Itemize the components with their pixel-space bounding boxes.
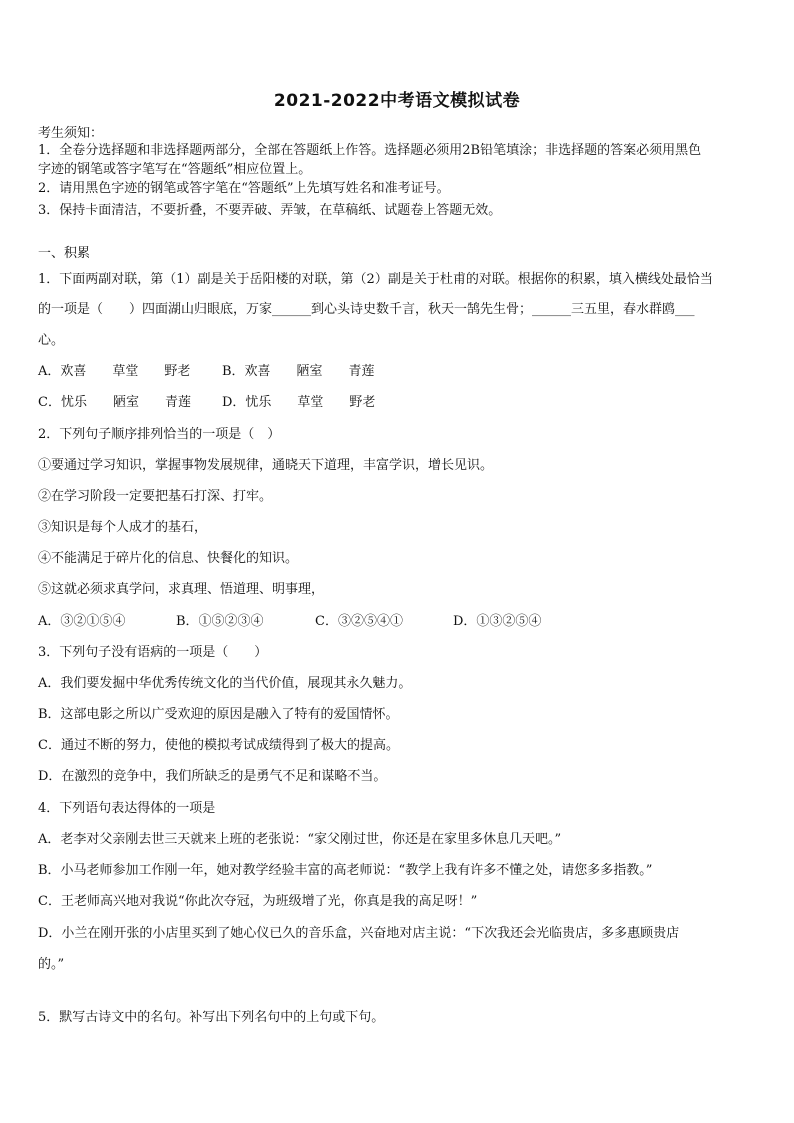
q4-option-d-line-2: 的。” bbox=[38, 957, 65, 972]
q1-stem-line-3: 心。 bbox=[38, 333, 65, 348]
q2-option-d: D．①③②⑤④ bbox=[453, 614, 542, 629]
q2-sentence-1: ①要通过学习知识，掌握事物发展规律，通晓天下道理，丰富学识，增长见识。 bbox=[38, 458, 494, 473]
q3-option-d: D．在激烈的竞争中，我们所缺乏的是勇气不足和谋略不当。 bbox=[38, 769, 387, 784]
page-title: 2021-2022中考语文模拟试卷 bbox=[273, 91, 521, 111]
q2-sentence-4: ④不能满足于碎片化的信息、快餐化的知识。 bbox=[38, 551, 299, 566]
q5-stem: 5．默写古诗文中的名句。补写出下列名句中的上句或下句。 bbox=[38, 1010, 385, 1025]
q3-option-b: B．这部电影之所以广受欢迎的原因是融入了特有的爱国情怀。 bbox=[38, 707, 399, 722]
notice-item-3: 3．保持卡面清洁，不要折叠，不要弄破、弄皱，在草稿纸、试题卷上答题无效。 bbox=[38, 203, 502, 218]
q2-sentence-3: ③知识是每个人成才的基石， bbox=[38, 520, 208, 535]
section-heading: 一、积累 bbox=[38, 246, 91, 261]
q1-option-a: A．欢喜 草堂 野老 bbox=[38, 364, 191, 379]
q4-option-b: B．小马老师参加工作刚一年，她对教学经验丰富的高老师说：“教学上我有许多不懂之处，请您多多指教。” bbox=[38, 863, 653, 878]
notice-item-1-line-2: 字迹的钢笔或答字笔写在“答题纸”相应位置上。 bbox=[38, 162, 312, 177]
q2-option-b: B．①⑤②③④ bbox=[176, 614, 264, 629]
q2-option-c: C．③②⑤④① bbox=[315, 614, 403, 629]
notice-heading: 考生须知： bbox=[38, 126, 104, 141]
q1-option-c: C．忧乐 陋室 青莲 bbox=[38, 395, 191, 410]
q4-option-c: C．王老师高兴地对我说“你此次夺冠，为班级增了光，你真是我的高足呀！” bbox=[38, 894, 478, 909]
q1-stem-line-2: 的一项是（ ）四面湖山归眼底，万家______到心头诗史数千言，秋天一鹄先生骨；______三五里，春水群鸥___ bbox=[38, 302, 695, 317]
q2-stem: 2．下列句子顺序排列恰当的一项是（ ） bbox=[38, 427, 281, 442]
q1-stem-line-1: 1．下面两副对联，第（1）副是关于岳阳楼的对联，第（2）副是关于杜甫的对联。根据你的积累，填入横线处最恰当 bbox=[38, 272, 713, 287]
q2-sentence-5: ⑤这就必须求真学问，求真理、悟道理、明事理， bbox=[38, 582, 325, 597]
q3-stem: 3．下列句子没有语病的一项是（ ） bbox=[38, 645, 268, 660]
notice-item-2: 2．请用黑色字迹的钢笔或答字笔在“答题纸”上先填写姓名和准考证号。 bbox=[38, 181, 450, 196]
q3-option-a: A．我们要发掘中华优秀传统文化的当代价值，展现其永久魅力。 bbox=[38, 676, 412, 691]
q2-sentence-2: ②在学习阶段一定要把基石打深、打牢。 bbox=[38, 489, 273, 504]
notice-item-1-line-1: 1．全卷分选择题和非选择题两部分，全部在答题纸上作答。选择题必须用2B铅笔填涂；非选择题的答案必须用黑色 bbox=[38, 143, 702, 158]
q1-option-b: B．欢喜 陋室 青莲 bbox=[222, 364, 375, 379]
q3-option-c: C．通过不断的努力，使他的模拟考试成绩得到了极大的提高。 bbox=[38, 738, 399, 753]
q4-option-d-line-1: D．小兰在刚开张的小店里买到了她心仪已久的音乐盒，兴奋地对店主说：“下次我还会光临贵店，多多惠顾贵店 bbox=[38, 926, 680, 941]
q2-option-a: A．③②①⑤④ bbox=[38, 614, 126, 629]
q4-stem: 4．下列语句表达得体的一项是 bbox=[38, 801, 216, 816]
q1-option-d: D．忧乐 草堂 野老 bbox=[222, 395, 376, 410]
q4-option-a: A．老李对父亲刚去世三天就来上班的老张说：“家父刚过世，你还是在家里多休息几天吧。” bbox=[38, 832, 562, 847]
